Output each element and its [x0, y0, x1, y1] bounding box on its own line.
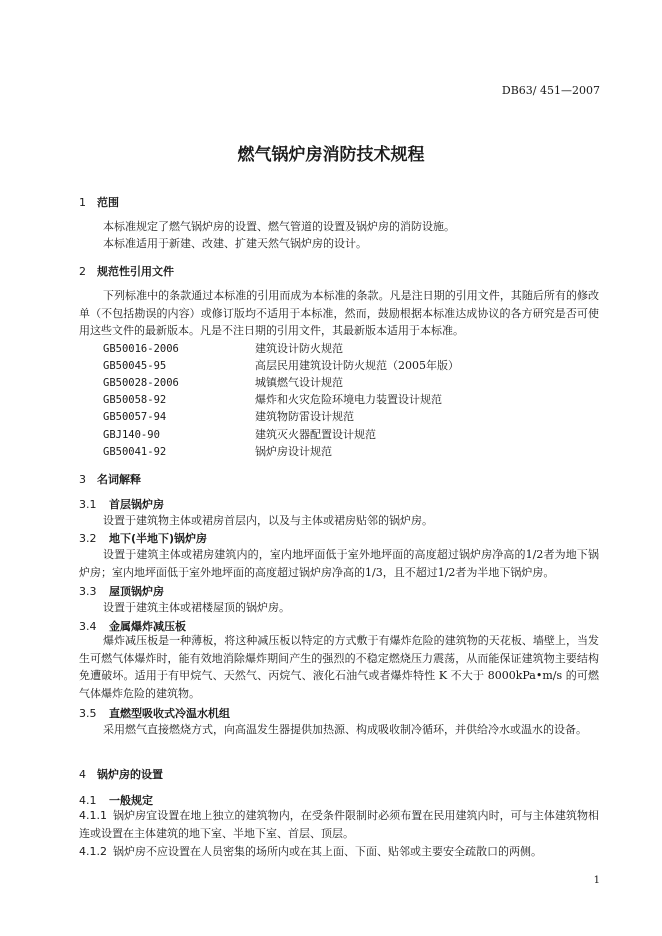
- term-heading: [79, 705, 230, 721]
- term-definition: 爆炸减压板是一种薄板，将这种减压板以特定的方式敷于有爆炸危险的建筑物的天花板、墙壁上，当发生可燃气体爆炸时，能有效地消除爆炸期间产生的强烈的不稳定燃烧压力震荡，从而能保证建筑物主要结构免遭破坏。适用于有甲烷气、天然气、丙烷气、液化石油气或者爆炸特性 K 不大于 8000kPa•m/s 的可燃气体爆炸危险的建筑物。: [79, 634, 599, 700]
- section-number: 3: [79, 473, 86, 486]
- reference-code: GB50028-2006: [103, 377, 179, 389]
- section-1-heading: [79, 194, 119, 210]
- section-3-heading: [79, 471, 141, 487]
- section-title: 名词解释: [97, 473, 141, 486]
- term-definition: 设置于建筑物主体或裙房首层内，以及与主体或裙房贴邻的锅炉房。: [103, 514, 433, 527]
- term-title: 直燃型吸收式冷温水机组: [109, 707, 230, 720]
- reference-row: [103, 408, 354, 424]
- reference-name: 爆炸和火灾危险环境电力装置设计规范: [255, 393, 442, 406]
- section-2-heading: [79, 263, 174, 279]
- term-title: 首层锅炉房: [109, 498, 164, 511]
- reference-code: GB50016-2006: [103, 343, 179, 355]
- section-title: 锅炉房的设置: [97, 768, 163, 781]
- reference-code: GB50057-94: [103, 411, 167, 423]
- subsection-number: 4.1: [79, 794, 97, 807]
- reference-row: [103, 443, 332, 459]
- section-number: 4: [79, 768, 86, 781]
- clause-text: 锅炉房宜设置在地上独立的建筑物内，在受条件限制时必须布置在民用建筑内时，可与主体建筑物相连或设置在主体建筑的地下室、半地下室、首层、顶层。: [79, 809, 599, 840]
- reference-name: 建筑物防雷设计规范: [255, 410, 354, 423]
- term-title: 金属爆炸减压板: [109, 620, 186, 633]
- clause-number: 4.1.1: [79, 809, 107, 822]
- reference-name: 锅炉房设计规范: [255, 445, 332, 458]
- reference-code: GBJ140-90: [103, 429, 160, 441]
- paragraph: 本标准规定了燃气锅炉房的设置、燃气管道的设置及锅炉房的消防设施。: [103, 220, 455, 233]
- term-number: 3.1: [79, 498, 97, 511]
- reference-row: [103, 340, 343, 356]
- term-heading: [79, 530, 207, 546]
- section-4-heading: [79, 766, 163, 782]
- section-title: 规范性引用文件: [97, 265, 174, 278]
- section-number: 1: [79, 196, 86, 209]
- reference-name: 建筑设计防火规范: [255, 342, 343, 355]
- term-heading: [79, 583, 164, 599]
- page-number: 1: [593, 875, 600, 886]
- reference-row: [103, 357, 459, 373]
- reference-code: GB50041-92: [103, 446, 167, 458]
- document-title: 燃气锅炉房消防技术规程: [237, 145, 425, 165]
- clause-text: 锅炉房不应设置在人员密集的场所内或在其上面、下面、贴邻或主要安全疏散口的两侧。: [113, 845, 542, 858]
- term-title: 屋顶锅炉房: [109, 585, 164, 598]
- reference-row: [103, 391, 442, 407]
- subsection-title: 一般规定: [109, 794, 153, 807]
- clause-number: 4.1.2: [79, 845, 107, 858]
- reference-name: 高层民用建筑设计防火规范（2005年版）: [255, 359, 459, 372]
- section-title: 范围: [97, 196, 119, 209]
- section-number: 2: [79, 265, 86, 278]
- term-number: 3.3: [79, 585, 97, 598]
- term-title: 地下(半地下)锅炉房: [109, 532, 208, 545]
- subsection-heading: [79, 792, 153, 808]
- term-definition: 采用燃气直接燃烧方式，向高温发生器提供加热源、构成吸收制冷循环，并供给冷水或温水的设备。: [103, 723, 587, 736]
- standard-code: DB63/ 451—2007: [501, 84, 600, 97]
- reference-name: 建筑灭火器配置设计规范: [255, 428, 376, 441]
- paragraph: 本标准适用于新建、改建、扩建天然气锅炉房的设计。: [103, 237, 367, 250]
- term-number: 3.5: [79, 707, 97, 720]
- paragraph: 下列标准中的条款通过本标准的引用而成为本标准的条款。凡是注日期的引用文件，其随后所有的修改单（不包括勘误的内容）或修订版均不适用于本标准，然而，鼓励根据本标准达成协议的各方研究是否可使用这些文件的最新版本。凡是不注日期的引用文件，其最新版本适用于本标准。: [79, 289, 599, 337]
- term-heading: [79, 496, 164, 512]
- reference-row: [103, 374, 343, 390]
- term-definition: 设置于建筑主体或裙楼屋顶的锅炉房。: [103, 601, 290, 614]
- term-definition: 设置于建筑主体或裙房建筑内的，室内地坪面低于室外地坪面的高度超过锅炉房净高的1/2者为地下锅炉房；室内地坪面低于室外地坪面的高度超过锅炉房净高的1/3，且不超过1/2者为半地下锅炉房。: [79, 548, 599, 579]
- clause: [79, 843, 599, 861]
- term-number: 3.2: [79, 532, 97, 545]
- reference-code: GB50058-92: [103, 394, 167, 406]
- reference-name: 城镇燃气设计规范: [255, 376, 343, 389]
- reference-code: GB50045-95: [103, 360, 167, 372]
- reference-row: [103, 426, 376, 442]
- term-number: 3.4: [79, 620, 97, 633]
- clause: [79, 807, 599, 842]
